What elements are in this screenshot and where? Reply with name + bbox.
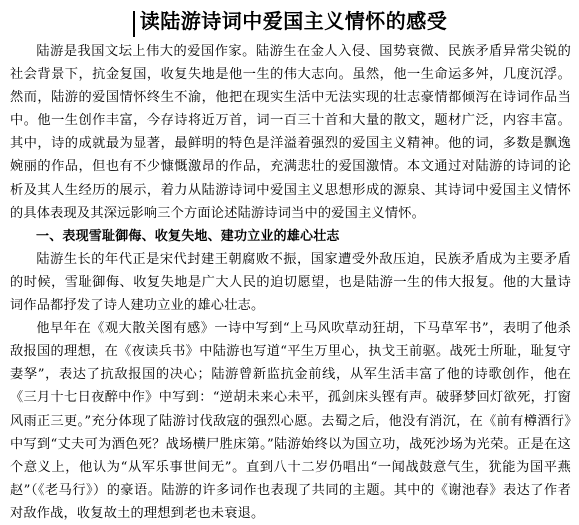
- section-heading: 一、表现雪耻御侮、收复失地、建功立业的雄心壮志: [36, 228, 340, 244]
- body-paragraph: 他早年在《观大散关图有感》一诗中写到“上马风吹草动狂胡，下马草军书”，表明了他杀敌报国的理想，在《夜读兵书》中陆游也写道“平生万里心，执戈王前驱。战死士所耻，耻复守妻孥”，表达了抗敌报国的决心；陆游曾新监抗金前线，从军生活丰富了他的诗歌创作，他在《三月十七日夜醉中作》中写到：“逆胡未来心未平，孤剑床头铿有声。破驿梦回灯欲死，打窗风雨正三更。”充分体现了陆游讨伐敌寇的强烈心愿。去蜀之后，他没有消沉，在《前有樽酒行》中写到“丈夫可为酒色死？战场横尸胜床第。”陆游始终以为国立功，战死沙场为光荣。正是在这个意义上，他认为“从军乐事世间无”。直到八十二岁仍唱出“一闻战鼓意气生，犹能为国平燕赵”（《老马行》）的豪语。陆游的许多词作也表现了共同的主题。其中的《谢池春》表达了作者对敌作战，收复故土的理想到老也未衰退。: [10, 321, 571, 521]
- title-row: [10, 6, 571, 36]
- intro-paragraph: 陆游是我国文坛上伟大的爱国作家。陆游生在金人入侵、国势衰微、民族矛盾异常尖锐的社会背景下，抗金复国，收复失地是他一生的伟大志向。虽然，他一生命运多舛，几度沉浮。然而，陆游的爱国情怀终生不渝，他把在现实生活中无法实现的壮志豪情都倾泻在诗词作品当中。他一生创作丰富，今存诗将近万首，词一百三十首和大量的散文，题材广泛，内容丰富。其中，诗的成就最为显著，最鲜明的特色是洋溢着强烈的爱国主义精神。他的词，多数是飘逸婉丽的作品，但也有不少慷慨激昂的作品，充满悲壮的爱国激情。本文通过对陆游的诗词的论析及其人生经历的展示，着力从陆游诗词中爱国主义思想形成的源泉、其诗词中爱国主义情怀的具体表现及其深远影响三个方面论述陆游诗词当中的爱国主义情怀。: [10, 44, 571, 221]
- text-cursor: [133, 11, 135, 37]
- document-title: 读陆游诗词中爱国主义情怀的感受: [139, 9, 448, 33]
- document-body: [10, 40, 571, 525]
- body-paragraph: 陆游生长的年代正是宋代封建王朝腐败不振，国家遭受外敌压迫，民族矛盾成为主要矛盾的时候，雪耻御侮、收复失地是广大人民的迫切愿望，也是陆游一生的伟大报复。他的大量诗词作品都抒发了诗人建功立业的雄心壮志。: [10, 251, 571, 314]
